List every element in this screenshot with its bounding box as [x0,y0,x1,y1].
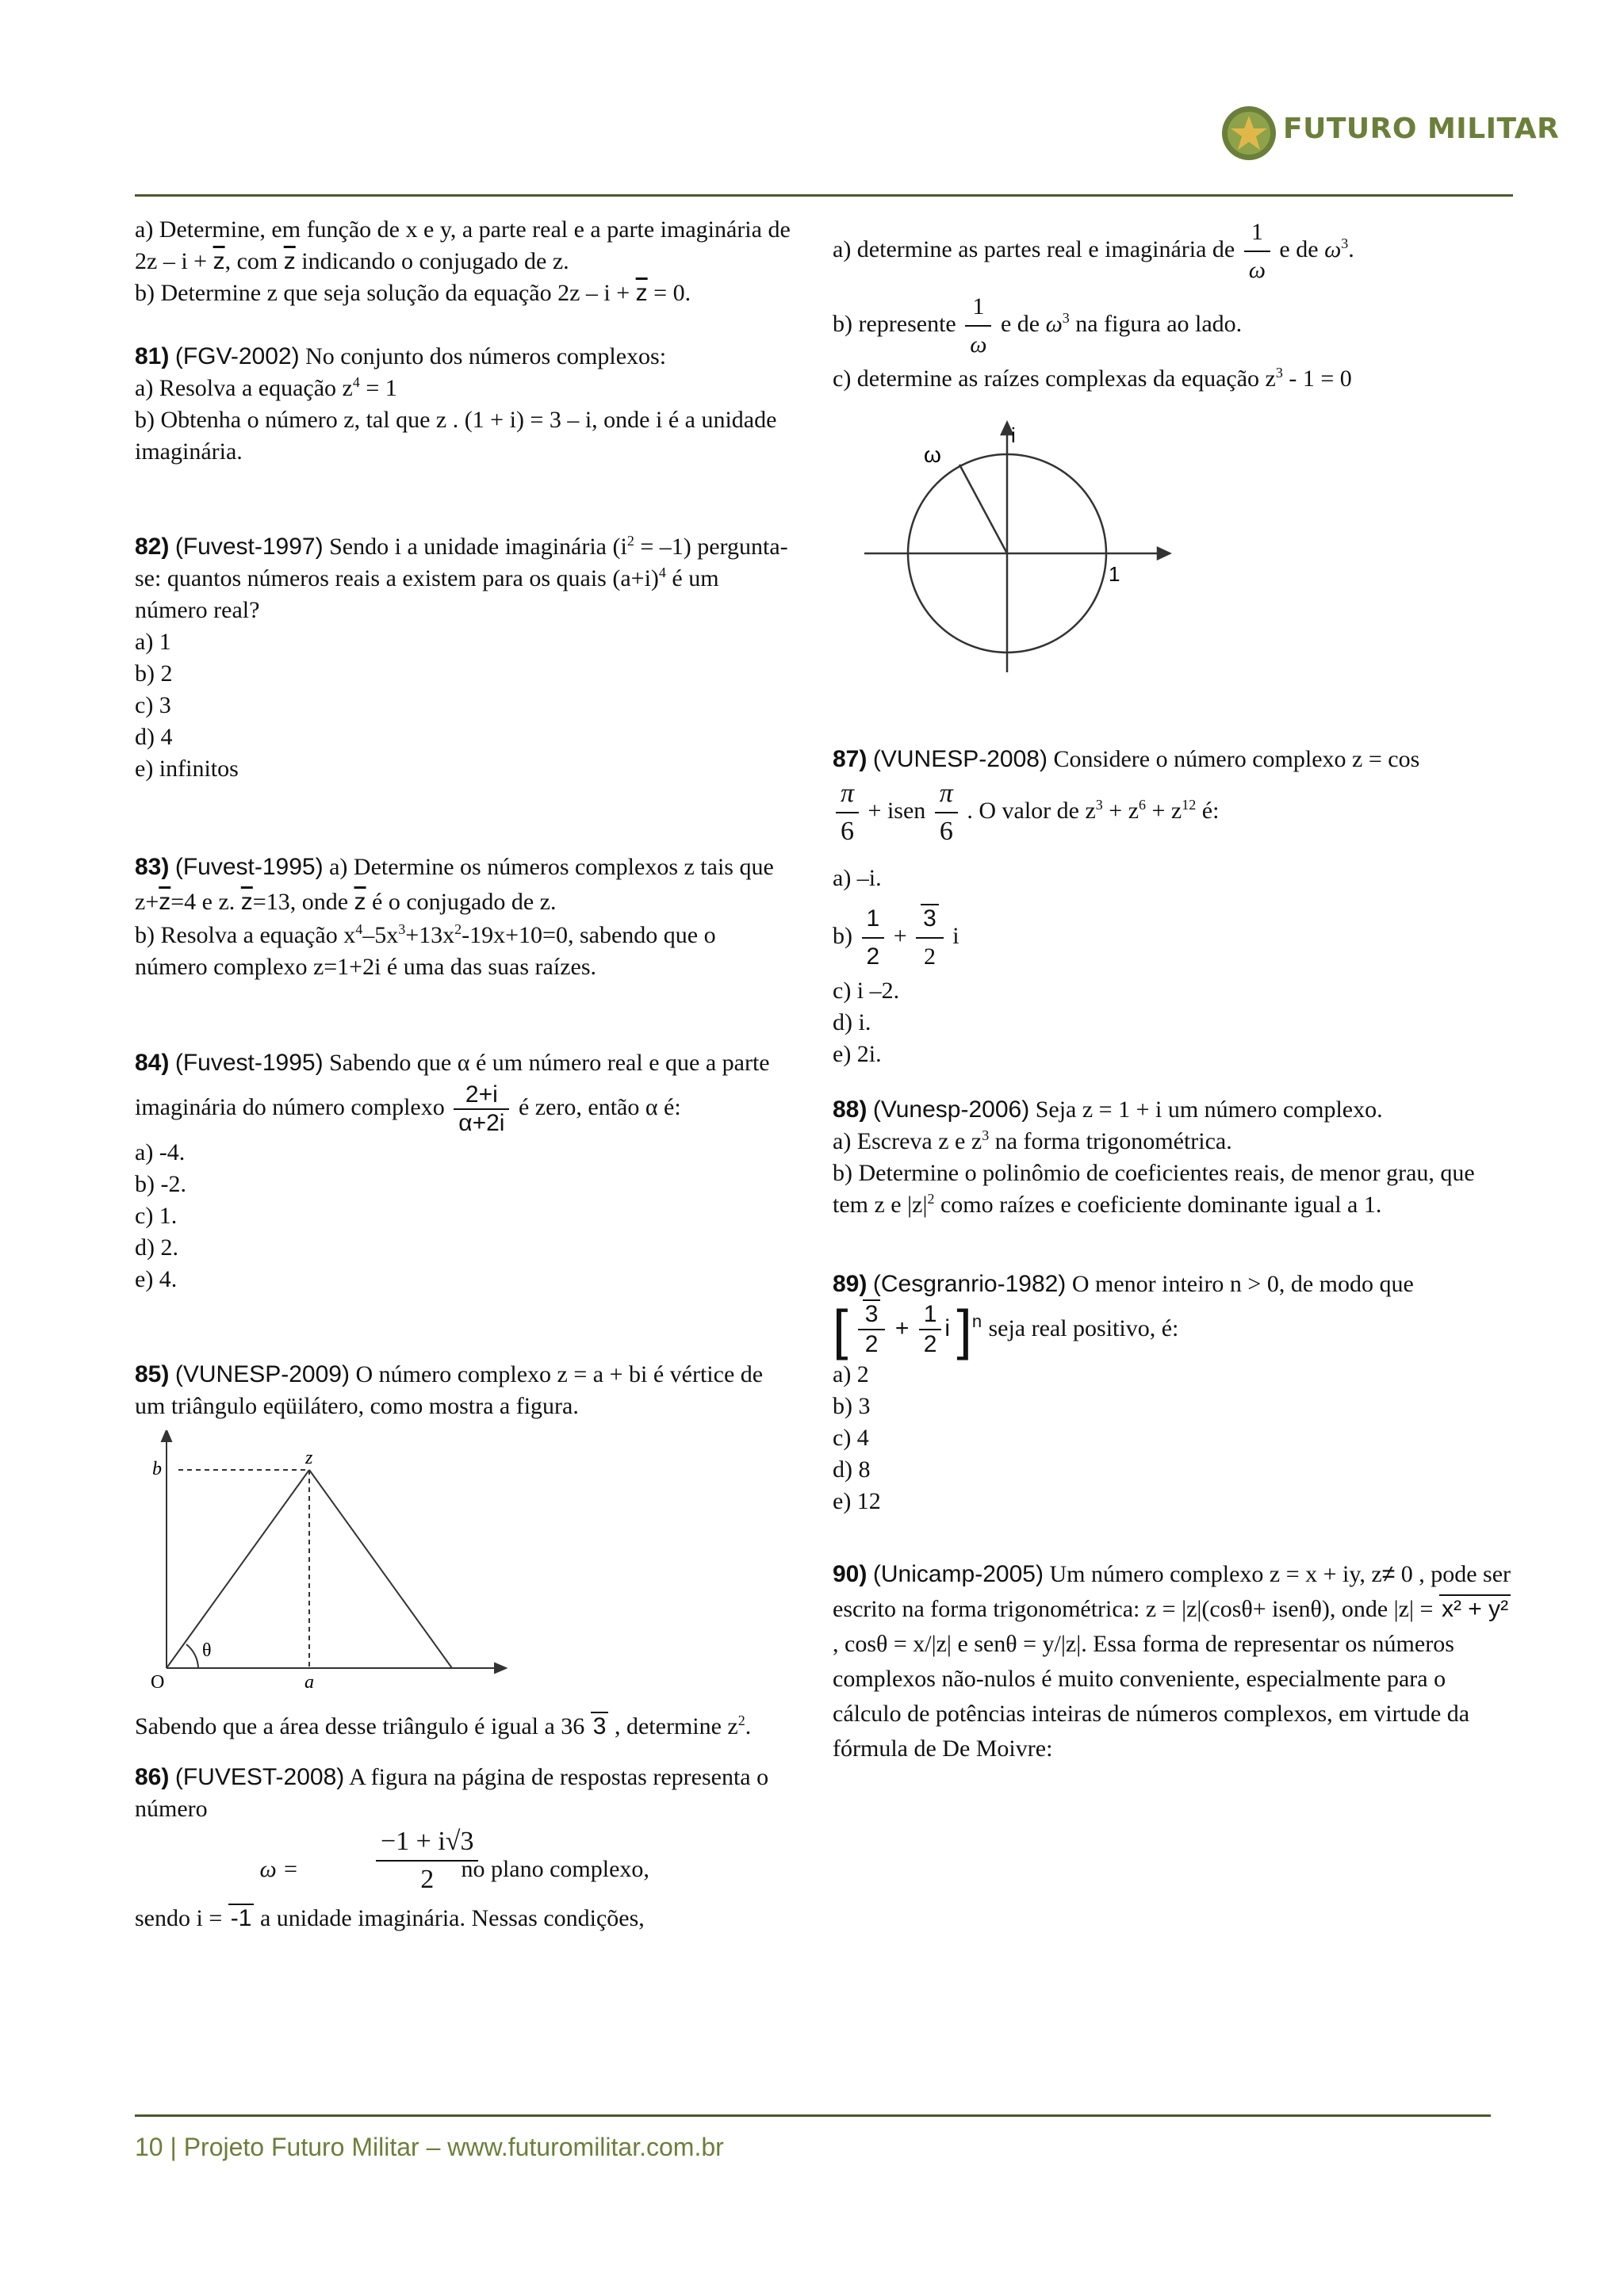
question-90: 90) (Unicamp-2005) Um número complexo z = x + iy, z≠ 0 , pode ser escrito na forma trigonométrica: z = |z|(cosθ+ isenθ), onde |z| = x² + y² , cosθ = x/|z| e senθ = y/|z|. Essa forma de representar os números complexos não-nulos é muito conveniente, especialmente para o cálculo de potências inteiras de números complexos, em virtude da fórmula de De Moivre: [833,1561,1511,1762]
question-88: 88) (Vunesp-2006) Seja z = 1 + i um número complexo. [833,1096,1383,1123]
unit-circle-figure [848,411,1197,696]
fig-label-o: O [151,1672,165,1692]
q84-option: c) 1. [135,1203,178,1229]
q82-option: e) infinitos [135,756,239,782]
question-82: 82) (Fuvest-1997) Sendo i a unidade imaginária $(i^2 = -1)$ pergunta-se: quantos números reais a existem para os quais $(a+i)^4$ é um número real? [135,533,788,623]
q89-option: b) 3 [833,1393,871,1419]
fig-label-theta: θ [202,1640,212,1661]
question-85: 85) (VUNESP-2009) O número complexo z = a + bi é vértice de um triângulo eqüilátero, como mostra a figura. [135,1361,764,1419]
brand-name: FUTURO MILITAR [1283,113,1560,145]
q81-b: b) Obtenha o número z, tal que z . (1 + i) = 3 – i, onde i é a unidade imaginária. [135,407,777,465]
q89-option: a) 2 [833,1361,869,1387]
q88-a: a) Escreva z e $z^3$ na forma trigonométrica. [833,1127,1232,1154]
q86-cont: sendo i = -1 a unidade imaginária. Nessas condições, [135,1905,645,1931]
question-84: 84) (Fuvest-1995) Sabendo que α é um número real e que a parte imaginária do número complexo $\frac{2+i}{\alpha+2i}$ é zero, então α é: [135,1050,770,1136]
cont-c: c) determine as raízes complexas da equação $z^3 - 1 = 0$ [833,365,1352,392]
q87-option-b: b) $\frac{1}{2}$ + $\frac{3}{2}$ i [833,901,1515,975]
q89-option: e) 12 [833,1488,881,1514]
one-over-omega-b: $\frac{1}{\omega}$ [965,289,991,363]
q87-option-e: e) 2i. [833,1041,882,1067]
q88-b: b) Determine o polinômio de coeficientes reais, de menor grau, que tem z e $|z|^2$ como raízes e coeficiente dominante igual a 1. [833,1160,1475,1218]
q89-expression: [ $\frac{3}{2}$ + $\frac{1}{2}$ i ]$^n$ seja real positivo, é: [833,1299,1179,1360]
q82-option: c) 3 [135,692,171,718]
q84-option: a) -4. [135,1139,186,1165]
pi-over-six-2: $\frac{\pi}{6}$ [935,775,958,850]
q86-fraction: $\frac{-1 + i√3}{2}$ [376,1823,478,1898]
header-divider [135,194,1513,197]
q87-option-a: a) –i. [833,865,882,891]
q82-option: d) 4 [135,724,173,750]
intro-b: b) Determine z que seja solução da equação $2z - i + \overline{z} = 0$. [135,280,691,306]
q89-frac2: $\frac{1}{2}$ [919,1300,942,1359]
q81-a: a) Resolva a equação $z^4 = 1$ [135,374,397,401]
q83-b: b) Resolva a equação $x^4-5x^3+13x^2-19x+10=0$, sabendo que o número complexo z=1+2i é uma das suas raízes. [135,921,716,980]
q89-frac1: $\frac{3}{2}$ [858,1300,886,1359]
q84-option: e) 4. [135,1266,178,1292]
q89-option: d) 8 [833,1456,871,1483]
question-83: 83) (Fuvest-1995) a) Determine os números complexos z tais que $z+\overline{z}=4$ e z. $\overline{z}=13$, onde $\overline{z}$ é o conjugado de z. [135,854,774,915]
q82-option: b) 2 [135,660,173,687]
triangle-figure [143,1430,508,1692]
circle-label-i: i [1011,423,1016,447]
fig-label-a: a [304,1672,314,1692]
q89-option: c) 4 [833,1425,869,1451]
q84-option: b) -2. [135,1171,186,1197]
q86-line: ω = no plano complexo, [259,1856,649,1882]
logo-star-icon [1217,101,1281,165]
question-86: 86) (FUVEST-2008) A figura na página de respostas representa o número [135,1764,769,1822]
footer-text: 10 | Projeto Futuro Militar – www.futuromilitar.com.br [135,2133,724,2161]
one-over-omega: $\frac{1}{\omega}$ [1244,214,1270,289]
fig-label-z: z [305,1448,313,1468]
q87-option-d: d) i. [833,1009,871,1035]
q87-half: $\frac{1}{2}$ [862,901,885,975]
q84-fraction: $\frac{2+i}{\alpha+2i}$ [454,1081,509,1137]
question-81: 81) (FGV-2002) No conjunto dos números complexos: [135,343,667,369]
q87-option-c: c) i –2. [833,978,900,1004]
intro-a: a) Determine, em função de x e y, a parte real e a parte imaginária de $2z - i + \overline{z}$, com $\overline{z}$ indicando o conjugado de z. [135,216,791,274]
left-column [135,214,793,1934]
footer-divider [135,2114,1491,2117]
question-87: 87) (VUNESP-2008) Considere o número complexo z = cos [833,746,1420,772]
cont-a: a) determine as partes real e imaginária de $\frac{1}{\omega}$ e de $\omega^3$. [833,214,1515,289]
q84-option: d) 2. [135,1234,178,1261]
right-column [833,214,1515,1766]
q87-expression: $\frac{\pi}{6}$ + isen $\frac{\pi}{6}$ . O valor de $z^3 + z^6 + z^{12}$ é: [833,775,1515,850]
pi-over-six: $\frac{\pi}{6}$ [836,775,859,850]
q85-text: Sabendo que a área desse triângulo é igual a 36 3 , determine $z^2$. [135,1712,752,1739]
q87-sqrt3-half: $\frac{3}{2}$ [916,901,944,975]
circle-label-omega: ω [924,442,941,467]
circle-label-1: 1 [1109,562,1120,586]
fig-label-b: b [152,1459,162,1479]
question-89: 89) (Cesgranrio-1982) O menor inteiro n > 0, de modo que [833,1271,1414,1297]
q82-option: a) 1 [135,629,171,655]
cont-b: b) represente $\frac{1}{\omega}$ e de $\omega^3$ na figura ao lado. [833,289,1515,363]
